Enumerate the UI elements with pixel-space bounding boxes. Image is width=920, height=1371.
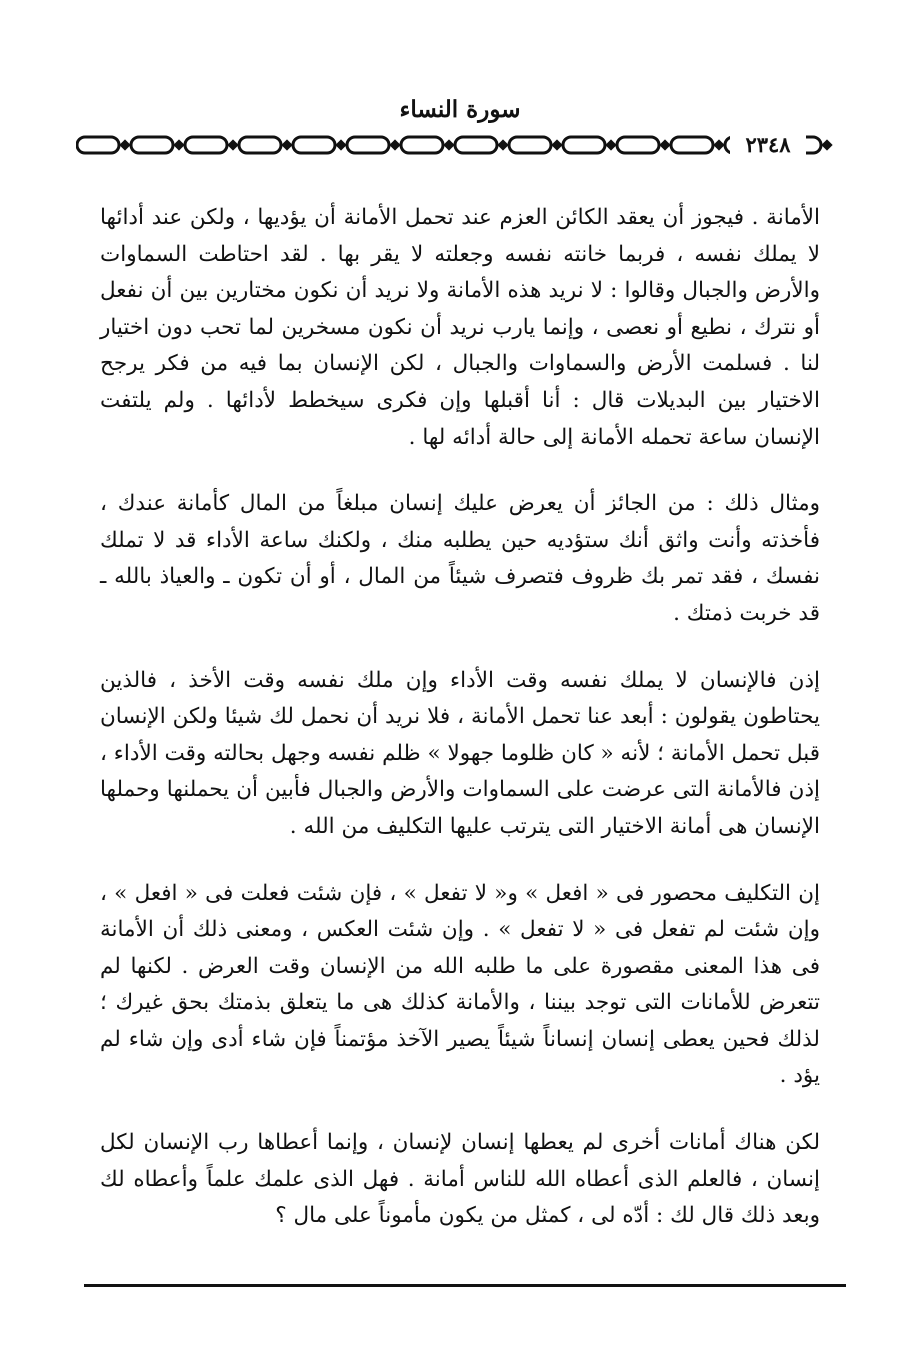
paragraph: إن التكليف محصور فى « افعل » و« لا تفعل » ، فإن شئت فعلت فى « افعل » ، وإن شئت لم تفعل فى « لا تفعل » . وإن شئت العكس ، ومعنى ذلك أن الأمانة فى هذا المعنى مقصورة على ما طلبه الله من الإنسان وقت العرض . لكنها لم تتعرض للأمانات التى توجد بيننا ، والأمانة كذلك هى ما يتعلق بذمتك بحق غيرك ؛ لذلك فحين يعطى إنسان إنساناً شيئاً يصير الآخذ مؤتمناً فإن شاء أدى وإن شاء لم يؤد . [100,880,820,1089]
chain-diamond [281,139,292,150]
paragraph: الأمانة . فيجوز أن يعقد الكائن العزم عند تحمل الأمانة أن يؤديها ، ولكن عند أدائها لا يملك نفسه ، فربما خانته نفسه وجعلته لا يقر بها . لقد احتاطت السماوات والأرض والجبال وقالوا : لا نريد هذه الأمانة ولا نريد أن نكون مختارين بين أن نفعل أو نترك ، نطيع أو نعصى ، وإنما يارب نريد أن نكون مسخرين لما تحب دون اختيار لنا . فسلمت الأرض والسماوات والجبال ، لكن الإنسان بما فيه من فكر يرجح الاختيار بين البديلات قال : أنا أقبلها وإن فكرى سيخطط لأدائها . ولم يلتفت الإنسان ساعة تحمله الأمانة إلى حالة أدائه لها . [100,205,820,450]
chain-diamond [119,139,130,150]
chain-diamond [659,139,670,150]
chain-link [563,137,605,153]
chain-link [671,137,713,153]
chain-diamond [335,139,346,150]
chain-link [455,137,497,153]
paragraph: إذن فالإنسان لا يملك نفسه وقت الأداء وإن ملك نفسه وقت الأخذ ، فالذين يحتاطون يقولون : أبعد عنا تحمل الأمانة ، فلا نريد أن نحمل لك شيئا ولكن الإنسان قبل تحمل الأمانة ؛ لأنه « كان ظلوما جهولا » ظلم نفسه وجهل بحالته وقت الأداء ، إذن فالأمانة التى عرضت على السماوات والأرض والجبال فأبين أن يحملنها وحملها الإنسان هى أمانة الاختيار التى يترتب عليها التكليف من الله . [100,667,820,839]
body-text [100,200,820,1265]
chain-link [401,137,443,153]
footer-rule [84,1284,846,1287]
chain-diamond [605,139,616,150]
chain-diamond [551,139,562,150]
chain-diamond [713,139,724,150]
paragraph: لكن هناك أمانات أخرى لم يعطها إنسان لإنسان ، وإنما أعطاها رب الإنسان لكل إنسان ، فالعلم الذى أعطاه الله للناس أمانة . فهل الذى علمك علماً وأعطاه لك وبعد ذلك قال لك : أدّه لى ، كمثل من يكون مأموناً على مال ؟ [100,1130,820,1229]
chain-link [131,137,173,153]
chain-link [77,137,119,153]
chain-link [293,137,335,153]
surah-title: سورة النساء [399,96,521,123]
chain-diamond [443,139,454,150]
chain-diamond [227,139,238,150]
chain-link [239,137,281,153]
page-number: ٢٣٤٨ [730,132,806,158]
paragraph: ومثال ذلك : من الجائز أن يعرض عليك إنسان مبلغاً من المال كأمانة عندك ، فأخذته وأنت واثق أنك ستؤديه حين يطلبه منك ، ولكنك ساعة الأداء قد لا تملك نفسك ، فقد تمر بك ظروف فتصرف شيئاً من المال ، أو أن تكون ـ والعياذ بالله ـ قد خربت ذمتك . [100,491,820,626]
chain-diamond [497,139,508,150]
chain-diamond [821,139,832,150]
chain-link [509,137,551,153]
chain-link [347,137,389,153]
chain-link [617,137,659,153]
chain-diamond [173,139,184,150]
chain-link [185,137,227,153]
chain-diamond [389,139,400,150]
